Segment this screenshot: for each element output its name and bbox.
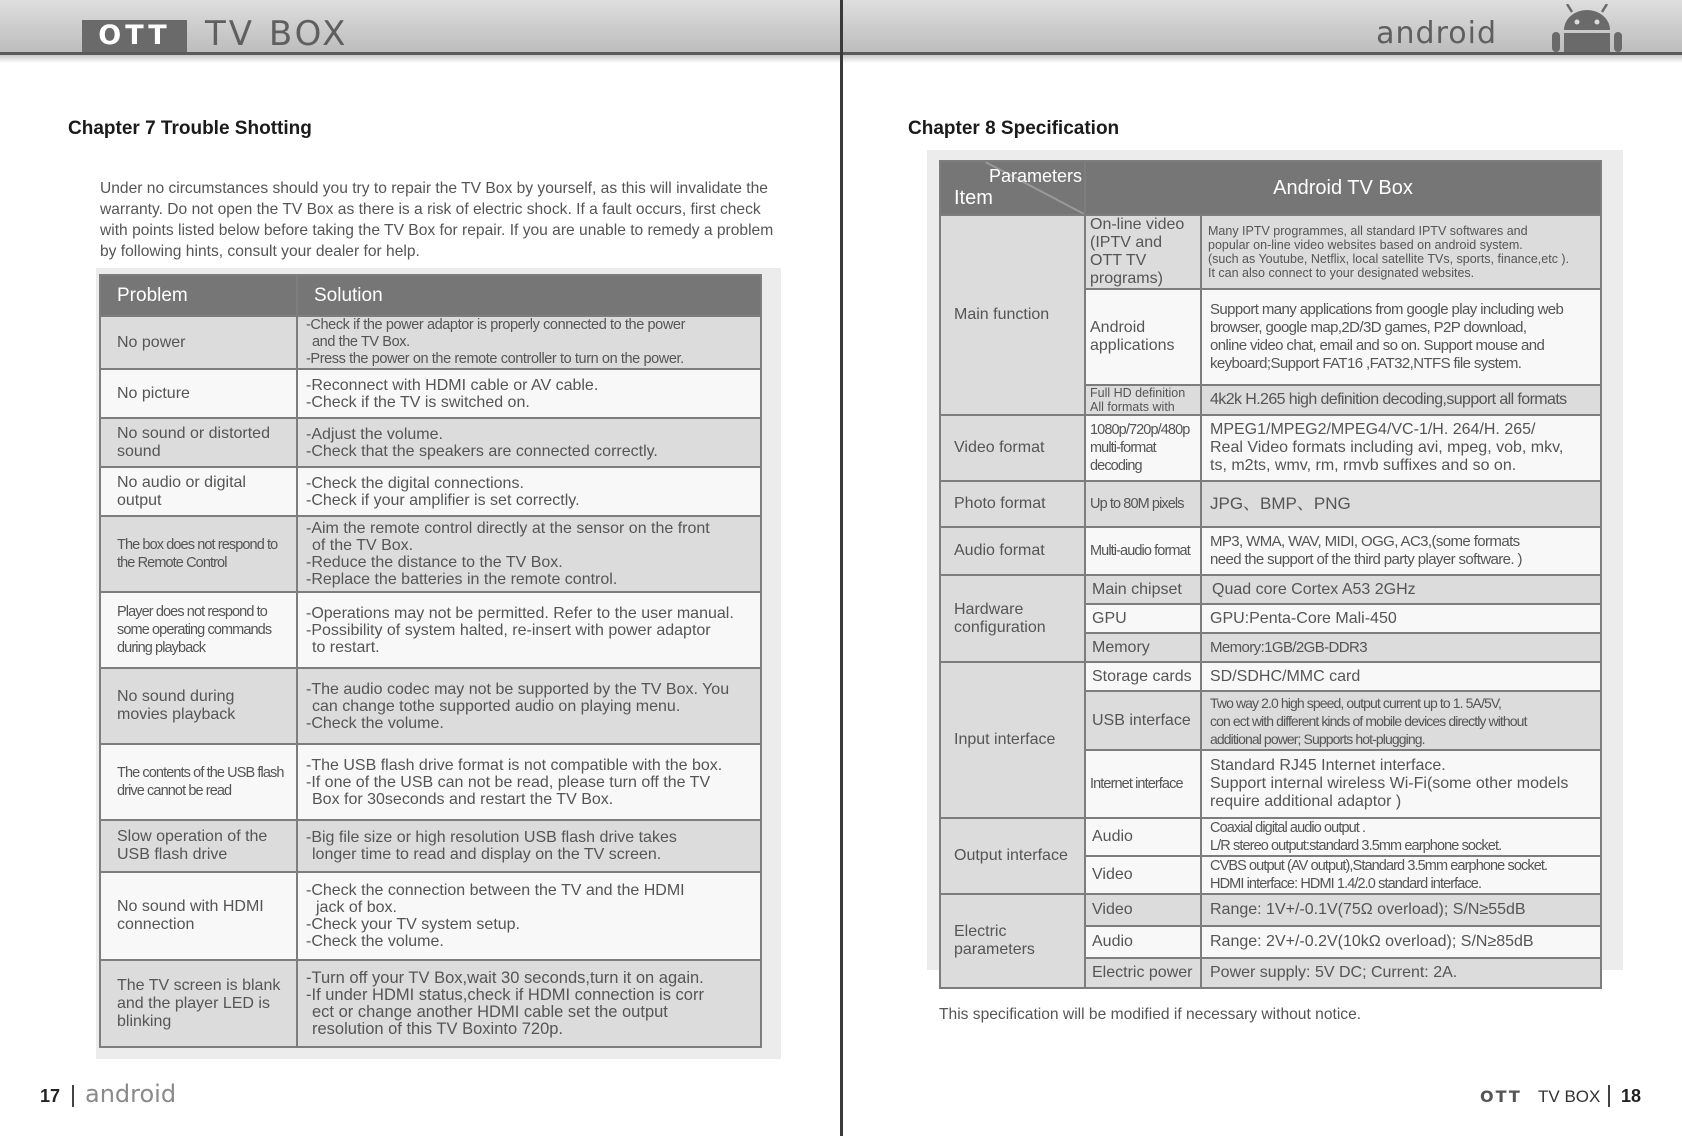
table-row <box>100 418 761 467</box>
chapter-8-title: Chapter 8 Specification <box>908 118 1120 139</box>
problem-cell: Slow operation of the USB flash drive <box>100 820 297 872</box>
value-memory: Memory:1GB/2GB-DDR3 <box>1201 633 1601 662</box>
group-input-interface: Input interface <box>940 662 1085 818</box>
table-row <box>100 516 761 592</box>
corner-parameters-label: Parameters <box>988 166 1082 186</box>
value-video-formats: MPEG1/MPEG2/MPEG4/VC-1/H. 264/H. 265/ Real Video formats including avi, mpeg, vob, mkv, ts, m2ts, wmv, rm, rmvb suffixes and so on. <box>1201 415 1601 481</box>
android-header-word: android <box>1376 16 1497 51</box>
sub-multi-audio: Multi-audio format <box>1085 527 1201 575</box>
table-row <box>940 215 1601 289</box>
intro-paragraph: Under no circumstances should you try to repair the TV Box by yourself, as this will invalidate the warranty. Do not open the TV Box as there is a risk of electric shock. If a fault occurs, first check with points listed below before taking the TV Box for repair. If you are unable to remedy a problem by following hints, consult your dealer for help. <box>100 180 774 260</box>
table-row <box>100 744 761 820</box>
table-row <box>940 662 1601 691</box>
footer-android: android <box>85 1080 177 1108</box>
sub-photo-pixels: Up to 80M pixels <box>1085 481 1201 527</box>
sub-android-applications: Android applications <box>1085 289 1201 385</box>
group-hardware-configuration: Hardware configuration <box>940 575 1085 662</box>
sub-memory: Memory <box>1085 633 1201 662</box>
group-output-interface: Output interface <box>940 818 1085 894</box>
solution-cell: -Adjust the volume. -Check that the speakers are connected correctly. <box>297 418 761 467</box>
value-output-audio: Coaxial digital audio output . L/R stereo output:standard 3.5mm earphone socket. <box>1201 818 1601 856</box>
corner-header-cell <box>940 161 1085 215</box>
value-output-video: CVBS output (AV output),Standard 3.5mm earphone socket. HDMI interface: HDMI 1.4/2.0 standard interface. <box>1201 856 1601 894</box>
value-full-hd: 4k2k H.265 high definition decoding,support all formats <box>1201 385 1601 415</box>
table-row <box>100 369 761 418</box>
sub-electric-audio: Audio <box>1085 926 1201 958</box>
solution-cell: -Big file size or high resolution USB flash drive takes longer time to read and display on the TV screen. <box>297 820 761 872</box>
problem-cell: The contents of the USB flash drive cannot be read <box>100 744 297 820</box>
troubleshooting-table <box>99 274 762 1048</box>
problem-cell: The TV screen is blank and the player LED is blinking <box>100 960 297 1047</box>
solution-cell: -Check the digital connections. -Check if your amplifier is set correctly. <box>297 467 761 516</box>
table-row <box>100 820 761 872</box>
footer-tv-box: TV BOX <box>1538 1087 1601 1106</box>
value-internet-interface: Standard RJ45 Internet interface. Support internal wireless Wi-Fi(some other models require additional adaptor ) <box>1201 750 1601 818</box>
value-online-video: Many IPTV programmes, all standard IPTV softwares and popular on-line video websites based on android system. (such as Youtube, Netflix, local satellite TVs, sports, finance,etc ). It can also connect to your designated websites. <box>1201 215 1601 289</box>
problem-cell: No sound or distorted sound <box>100 418 297 467</box>
table-row <box>940 894 1601 926</box>
group-main-function: Main function <box>940 215 1085 415</box>
value-audio-formats: MP3, WMA, WAV, MIDI, OGG, AC3,(some formats need the support of the third party player software. ) <box>1201 527 1601 575</box>
value-electric-audio: Range: 2V+/-0.2V(10kΩ overload); S/N≥85dB <box>1201 926 1601 958</box>
sub-full-hd: Full HD definition All formats with <box>1085 385 1201 415</box>
sub-output-video: Video <box>1085 856 1201 894</box>
problem-cell: No power <box>100 316 297 369</box>
left-page <box>0 0 840 1136</box>
sub-gpu: GPU <box>1085 604 1201 633</box>
value-photo-formats: JPG、BMP、PNG <box>1201 481 1601 527</box>
problem-cell: No picture <box>100 369 297 418</box>
specification-note: This specification will be modified if necessary without notice. <box>939 1006 1362 1023</box>
android-robot-icon <box>1550 4 1624 52</box>
problem-header: Problem <box>100 275 297 316</box>
value-usb-interface: Two way 2.0 high speed, output current up to 1. 5A/5V, con ect with different kinds of mobile devices directly without additional power; Supports hot-plugging. <box>1201 691 1601 750</box>
group-electric-parameters: Electric parameters <box>940 894 1085 988</box>
sub-electric-video: Video <box>1085 894 1201 926</box>
table-row <box>100 467 761 516</box>
group-photo-format: Photo format <box>940 481 1085 527</box>
value-main-chipset: Quad core Cortex A53 2GHz <box>1201 575 1601 604</box>
problem-cell: No sound with HDMI connection <box>100 872 297 960</box>
sub-online-video: On-line video (IPTV and OTT TV programs) <box>1085 215 1201 289</box>
table-row <box>940 481 1601 527</box>
value-storage-cards: SD/SDHC/MMC card <box>1201 662 1601 691</box>
problem-cell: No sound during movies playback <box>100 668 297 744</box>
sub-video-decoding: 1080p/720p/480p multi-format decoding <box>1085 415 1201 481</box>
page-number-18: 18 <box>1621 1086 1642 1106</box>
solution-cell: -Check if the power adaptor is properly connected to the power and the TV Box. -Press the power on the remote controller to turn on the power. <box>297 316 761 369</box>
sub-internet-interface: Internet interface <box>1085 750 1201 818</box>
value-electric-video: Range: 1V+/-0.1V(75Ω overload); S/N≥55dB <box>1201 894 1601 926</box>
tv-box-title: TV BOX <box>205 14 349 54</box>
sub-storage-cards: Storage cards <box>1085 662 1201 691</box>
problem-cell: Player does not respond to some operating commands during playback <box>100 592 297 668</box>
table-row <box>940 575 1601 604</box>
group-audio-format: Audio format <box>940 527 1085 575</box>
solution-header: Solution <box>297 275 761 316</box>
table-row <box>100 872 761 960</box>
footer-ott-logo: OTT <box>1480 1087 1522 1106</box>
table-row <box>940 527 1601 575</box>
solution-cell: -Check the connection between the TV and the HDMI jack of box. -Check your TV system setup. -Check the volume. <box>297 872 761 960</box>
value-android-applications: Support many applications from google play including web browser, google map,2D/3D games, P2P download, online video chat, email and so on. Support mouse and keyboard;Support FAT16 ,FAT32,NTFS file system. <box>1201 289 1601 385</box>
specification-table <box>939 160 1602 989</box>
corner-item-label: Item <box>954 187 993 209</box>
table-row <box>940 415 1601 481</box>
value-electric-power: Power supply: 5V DC; Current: 2A. <box>1201 958 1601 988</box>
problem-cell: The box does not respond to the Remote Control <box>100 516 297 592</box>
android-tv-box-header: Android TV Box <box>1085 161 1601 215</box>
sub-usb-interface: USB interface <box>1085 691 1201 750</box>
page-number-17: 17 <box>40 1086 61 1106</box>
table-row <box>100 960 761 1047</box>
sub-electric-power: Electric power <box>1085 958 1201 988</box>
group-video-format: Video format <box>940 415 1085 481</box>
solution-cell: -Turn off your TV Box,wait 30 seconds,turn it on again. -If under HDMI status,check if HDMI connection is corr ect or change another HDMI cable set the output resolution of this TV Boxinto 720p. <box>297 960 761 1047</box>
ott-logo: OTT <box>82 20 187 52</box>
sub-main-chipset: Main chipset <box>1085 575 1201 604</box>
problem-cell: No audio or digital output <box>100 467 297 516</box>
table-row <box>940 818 1601 856</box>
value-gpu: GPU:Penta-Core Mali-450 <box>1201 604 1601 633</box>
solution-cell: -The USB flash drive format is not compatible with the box. -If one of the USB can not be read, please turn off the TV Box for 30seconds and restart the TV Box. <box>297 744 761 820</box>
solution-cell: -Reconnect with HDMI cable or AV cable. -Check if the TV is switched on. <box>297 369 761 418</box>
solution-cell: -The audio codec may not be supported by the TV Box. You can change tothe supported audio on playing menu. -Check the volume. <box>297 668 761 744</box>
table-row <box>100 592 761 668</box>
solution-cell: -Operations may not be permitted. Refer to the user manual. -Possibility of system halted, re-insert with power adaptor to restart. <box>297 592 761 668</box>
chapter-7-title: Chapter 7 Trouble Shotting <box>68 118 312 139</box>
sub-output-audio: Audio <box>1085 818 1201 856</box>
solution-cell: -Aim the remote control directly at the sensor on the front of the TV Box. -Reduce the distance to the TV Box. -Replace the batteries in the remote control. <box>297 516 761 592</box>
table-row <box>100 316 761 369</box>
table-row <box>100 668 761 744</box>
